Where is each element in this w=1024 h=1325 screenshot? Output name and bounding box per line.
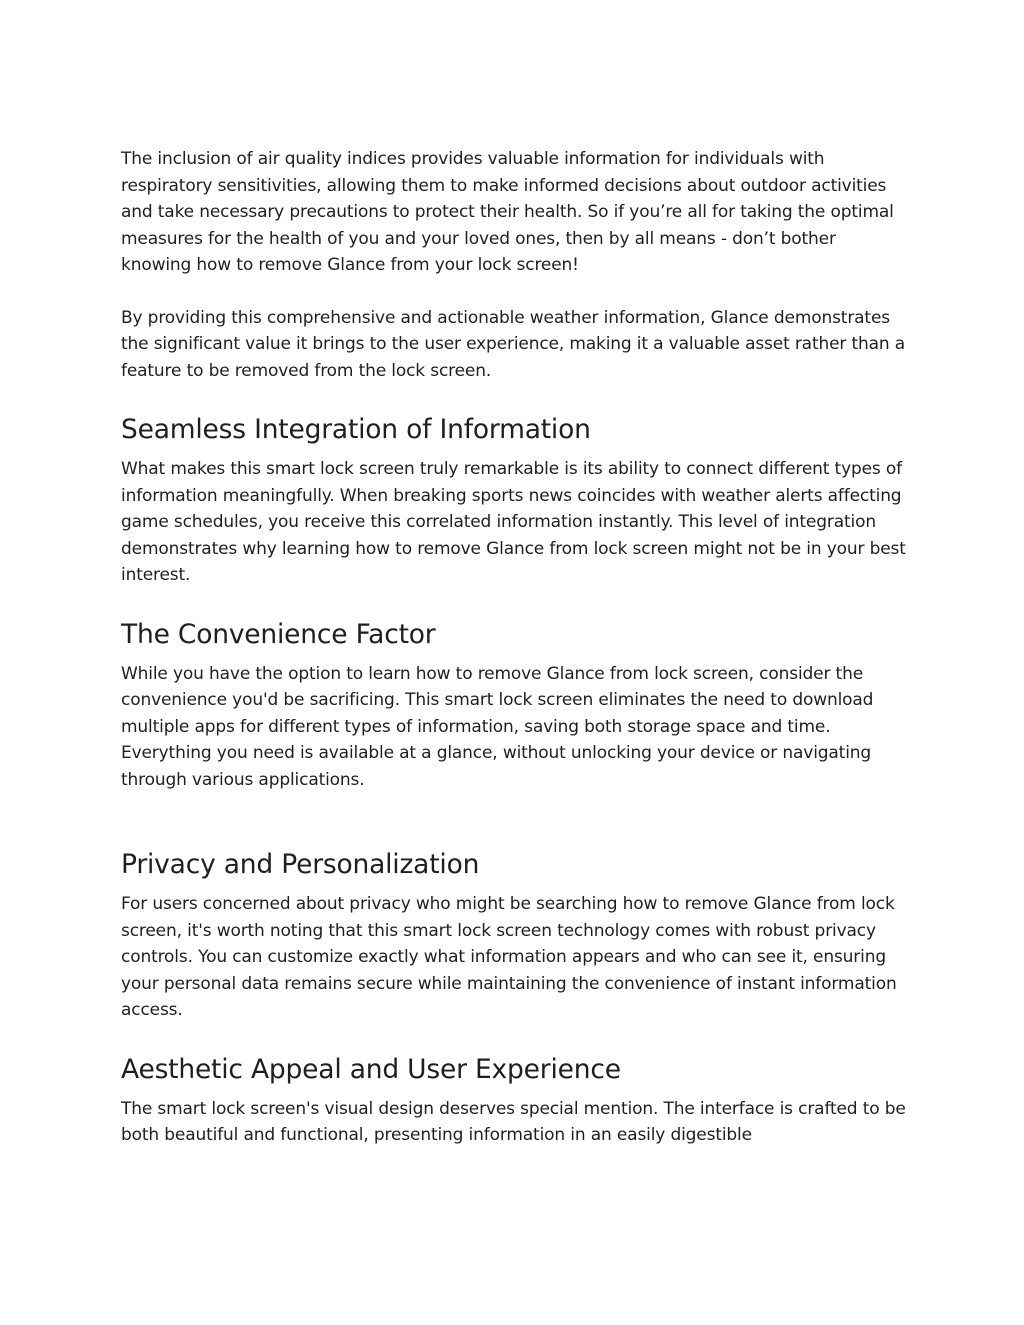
section-body: What makes this smart lock screen truly remarkable is its ability to connect different types of information meaningfully. When breaking sports news coincides with weather alerts affecting game schedules, you receive this correlated information instantly. This level of integration demonstrates why learning how to remove Glance from lock screen might not be in your best interest. <box>121 459 906 585</box>
intro-section <box>121 146 911 384</box>
section-heading: Aesthetic Appeal and User Experience <box>121 1053 621 1085</box>
intro-paragraph-weather-value: By providing this comprehensive and actionable weather information, Glance demonstrates the significant value it brings to the user experience, making it a valuable asset rather than a feature to be removed from the lock screen. <box>121 307 906 381</box>
section-heading: Privacy and Personalization <box>121 849 480 880</box>
section-body: For users concerned about privacy who might be searching how to remove Glance from lock screen, it's worth noting that this smart lock screen technology comes with robust privacy controls. You can customize exactly what information appears and who can see it, ensuring your personal data remains secure while maintaining the convenience of instant information access. <box>121 894 897 1020</box>
intro-paragraph-air-quality: The inclusion of air quality indices provides valuable information for individuals with respiratory sensitivities, allowing them to make informed decisions about outdoor activities and take necessary precautions to protect their health. So if you’re all for taking the optimal measures for the health of you and your loved ones, then by all means - don’t bother knowing how to remove Glance from your lock screen! <box>121 149 894 275</box>
section-convenience-factor <box>121 618 911 794</box>
section-privacy-personalization <box>121 848 911 1024</box>
section-aesthetic-appeal <box>121 1053 911 1149</box>
section-body: The smart lock screen's visual design deserves special mention. The interface is crafted to be both beautiful and functional, presenting information in an easily digestible <box>121 1098 906 1145</box>
section-seamless-integration <box>121 413 911 589</box>
section-heading: Seamless Integration of Information <box>121 414 591 445</box>
section-body: While you have the option to learn how to remove Glance from lock screen, consider the convenience you'd be sacrificing. This smart lock screen eliminates the need to download multiple apps for different types of information, saving both storage space and time. Everything you need is available at a glance, without unlocking your device or navigating through various applications. <box>121 663 874 790</box>
section-heading: The Convenience Factor <box>121 618 436 650</box>
document-page <box>121 146 911 1149</box>
